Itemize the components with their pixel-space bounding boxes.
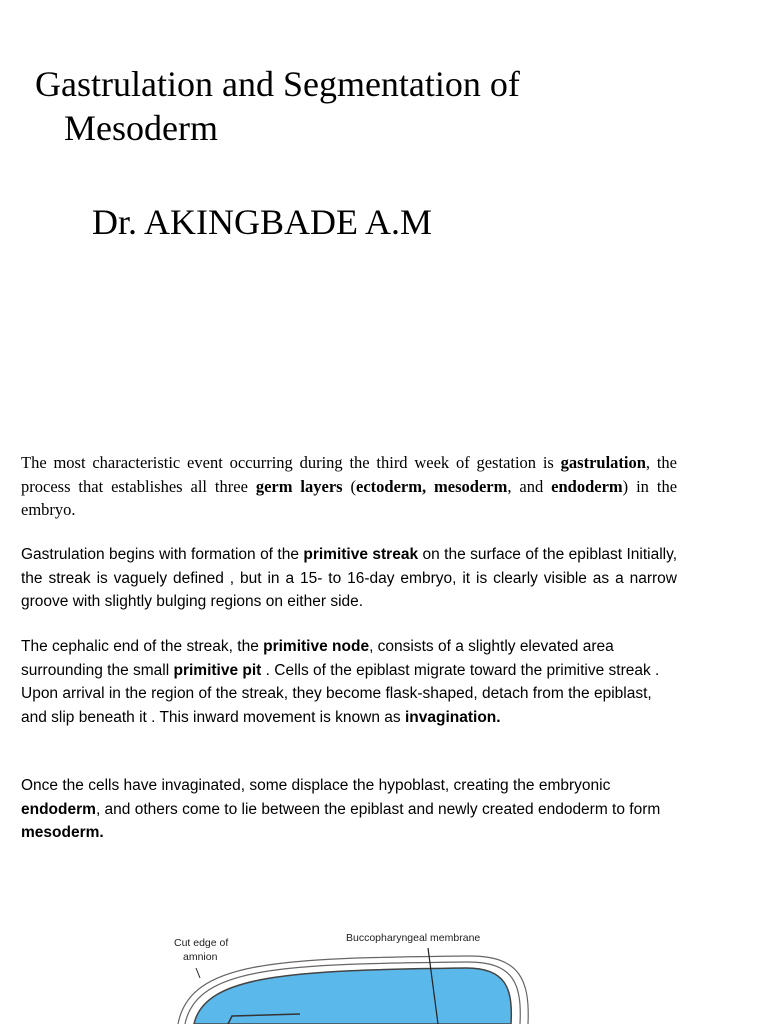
text-run: , the process that establishes all three xyxy=(21,453,677,496)
bold-term-ectoderm: ectoderm, xyxy=(356,476,427,496)
paragraph-gastrulation-intro xyxy=(21,451,677,522)
title-line-1: Gastrulation and Segmentation of xyxy=(35,64,520,104)
bold-term-endoderm: endoderm xyxy=(21,800,96,818)
text-run: . Cells of the epiblast migrate toward the primitive streak . Upon arrival in the region of the streak, they become flask-shaped, detach from the epiblast, and slip beneath it . This inward movement is known as xyxy=(21,661,660,726)
text-run: The most characteristic event occurring during the third week of gestation is xyxy=(21,453,561,472)
text-run: on the surface of the epiblast Initially, the streak is vaguely defined , but in a 15- to 16-day embryo, it is clearly visible as a narrow groove with slightly bulging regions on either side. xyxy=(21,546,678,610)
bold-term-primitive-node: primitive node xyxy=(263,638,370,655)
paragraph-endoderm-mesoderm xyxy=(21,774,677,845)
text-run: ) in the embryo. xyxy=(21,476,678,519)
label-buccopharyngeal-membrane: Buccopharyngeal membrane xyxy=(346,932,481,944)
text-run xyxy=(426,477,434,496)
text-run: , and others come to lie between the epiblast and newly created endoderm to form xyxy=(95,800,661,818)
bold-term-primitive-pit: primitive pit xyxy=(173,661,262,679)
leader-line-amnion xyxy=(196,968,200,978)
bold-term-primitive-streak: primitive streak xyxy=(303,546,419,563)
bold-term-germ-layers: germ layers xyxy=(255,476,343,496)
text-run: ( xyxy=(342,476,357,496)
text-run: , and xyxy=(507,476,552,496)
label-amnion: amnion xyxy=(183,951,218,963)
text-run: The cephalic end of the streak, the xyxy=(21,638,264,655)
bold-term-mesoderm: mesoderm xyxy=(434,476,508,496)
page-title xyxy=(35,62,735,150)
author-name: Dr. AKINGBADE A.M xyxy=(92,202,433,242)
text-run: , consists of a slightly elevated area surrounding the small xyxy=(21,638,614,679)
bold-term-mesoderm: mesoderm. xyxy=(21,824,104,841)
bold-term-gastrulation: gastrulation xyxy=(560,453,646,472)
paragraph-primitive-streak xyxy=(21,543,677,614)
paragraph-primitive-node xyxy=(21,635,677,729)
label-cut-edge-of-amnion: Cut edge of xyxy=(174,937,229,949)
text-run: Gastrulation begins with formation of the xyxy=(21,546,304,563)
bold-term-invagination: invagination. xyxy=(404,708,501,726)
title-line-2: Mesoderm xyxy=(64,108,218,148)
text-run: Once the cells have invaginated, some displace the hypoblast, creating the embryonic xyxy=(21,777,611,794)
bold-term-endoderm: endoderm xyxy=(551,476,623,496)
embryo-diagram xyxy=(0,920,768,1024)
